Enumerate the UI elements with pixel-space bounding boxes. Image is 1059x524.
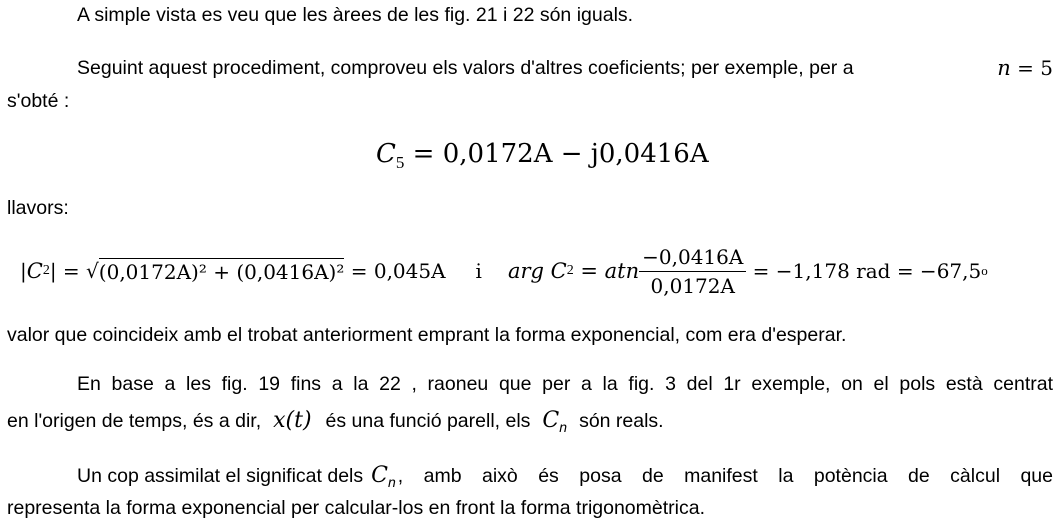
paragraph-5-line-1 — [77, 369, 1053, 400]
paragraph-6-text-1: Un cop assimilat el significat dels — [77, 465, 364, 487]
square-root-radicand: (0,0172A)² + (0,0416A)² — [98, 260, 345, 284]
paragraph-6-line-2 — [7, 493, 705, 524]
paragraph-5-text-1: En base a les fig. 19 fins a la 22 , raoneu que per a la fig. 3 del 1r exemple, on el pols està centrat — [77, 373, 1053, 395]
paragraph-1-text: A simple vista es veu que les àrees de les fig. 21 i 22 són iguals. — [77, 4, 634, 26]
fraction — [639, 244, 746, 299]
paragraph-3 — [7, 193, 69, 224]
n-equals-5: n = 5 — [997, 56, 1053, 80]
paragraph-2-text-after: s'obté : — [7, 90, 70, 112]
paragraph-5-line-2 — [7, 403, 664, 445]
paragraph-6-text-2: , amb això és posa de manifest la potència de càlcul que — [397, 465, 1053, 487]
paragraph-6-text-3: representa la forma exponencial per calcular-los en front la forma trigonomètrica. — [7, 497, 706, 519]
equation-modulus-argument: | C 2 | = √ (0,0172A)² + (0,0416A)² = 0,045A i arg C 2 = atn $\frac{-0,0416A}{0,0172A}$ = −1,178 rad = −67,5 o — [20, 244, 988, 298]
paragraph-2-text: Seguint aquest procediment, comproveu els valors d'altres coeficients; per exemple, per a — [77, 57, 854, 79]
cn-symbol: $C_n$ — [542, 408, 568, 435]
paragraph-5-text-4: són reals. — [579, 410, 664, 432]
degree-symbol: o — [981, 263, 988, 278]
equation-c5: $C_5 = 0,0172A - j0,0416A$ — [376, 139, 709, 172]
fraction-denominator: 0,0172A — [650, 273, 735, 298]
paragraph-5-text-3: és una funció parell, els — [325, 410, 531, 432]
paragraph-5-text-2: en l'origen de temps, és a dir, — [7, 410, 262, 432]
paragraph-2-line-1 — [77, 53, 1053, 85]
conjunction-i: i — [475, 259, 482, 283]
paragraph-4-text: valor que coincideix amb el trobat anteriorment emprant la forma exponencial, com era d'esperar. — [7, 324, 847, 346]
paragraph-1 — [7, 0, 1053, 31]
paragraph-2-line-2 — [7, 86, 69, 117]
paragraph-4 — [7, 320, 846, 351]
x-of-t: x(t) — [273, 408, 312, 433]
equation-c5-rhs: = 0,0172A − j0,0416A — [404, 139, 709, 169]
paragraph-3-text: llavors: — [7, 197, 69, 219]
fraction-numerator: −0,0416A — [639, 244, 746, 272]
cn-symbol-2: $C_n$ — [371, 463, 396, 490]
